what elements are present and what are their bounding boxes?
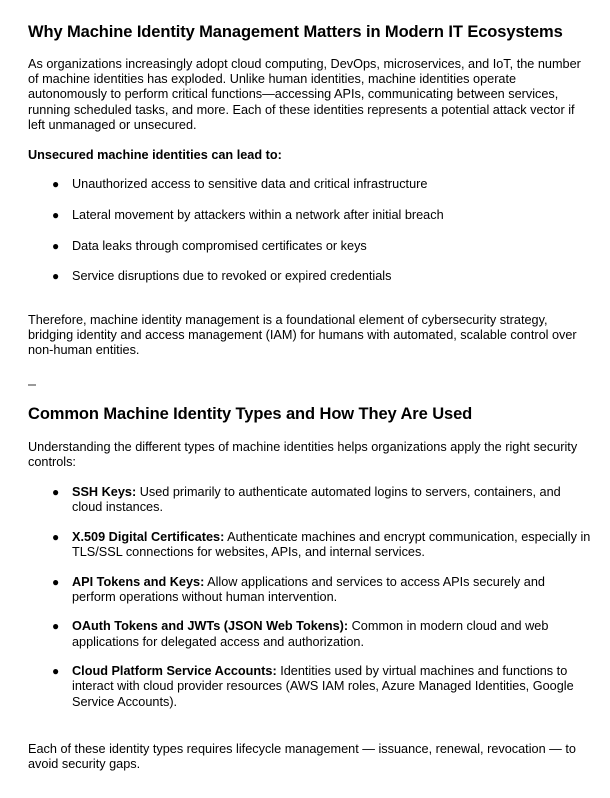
bullet-icon: ● bbox=[52, 207, 60, 222]
type-term: SSH Keys: bbox=[72, 485, 137, 499]
list-item: ● Lateral movement by attackers within a network after initial breach bbox=[52, 207, 444, 222]
bullet-icon: ● bbox=[52, 485, 60, 499]
type-term: X.509 Digital Certificates: bbox=[72, 529, 225, 544]
bullet-icon: ● bbox=[52, 529, 60, 544]
list-item: ● Unauthorized access to sensitive data and critical infrastructure bbox=[52, 177, 428, 191]
type-term: API Tokens and Keys: bbox=[72, 574, 205, 589]
section2-heading: Common Machine Identity Types and How They Are Used bbox=[28, 405, 473, 423]
type-desc: Allow applications and services to access APIs securely and perform operations without human intervention. bbox=[72, 574, 545, 604]
list-item bbox=[52, 485, 592, 515]
type-desc: Common in modern cloud and web applications for delegated access and authorization. bbox=[72, 619, 549, 649]
section2-intro: Understanding the different types of machine identities helps organizations apply the right security controls: bbox=[28, 440, 578, 470]
list-item bbox=[52, 664, 592, 710]
list-item: ● Service disruptions due to revoked or expired credentials bbox=[52, 269, 392, 284]
list-item bbox=[52, 619, 592, 649]
type-desc: Identities used by virtual machines and functions to interact with cloud provider resources (AWS IAM roles, Azure Managed Identities, Google Service Accounts). bbox=[72, 664, 574, 709]
identity-types-list bbox=[52, 485, 592, 724]
list-item: ● Data leaks through compromised certificates or keys bbox=[52, 238, 367, 253]
section1-heading: Why Machine Identity Management Matters in Modern IT Ecosystems bbox=[28, 23, 563, 41]
risks-label: Unsecured machine identities can lead to: bbox=[28, 148, 282, 162]
type-desc: Authenticate machines and encrypt communication, especially in TLS/SSL connections for websites, APIs, and internal services. bbox=[72, 529, 591, 559]
list-item bbox=[52, 529, 592, 560]
section-separator bbox=[28, 384, 36, 386]
section2-conclusion: Each of these identity types requires lifecycle management — issuance, renewal, revocation — to avoid security gaps. bbox=[28, 742, 576, 772]
bullet-icon: ● bbox=[52, 664, 60, 679]
section1-intro: As organizations increasingly adopt cloud computing, DevOps, microservices, and IoT, the number of machine identities has exploded. Unlike human identities, machine identities operate autonomously to perform critical functions—accessing APIs, communicating between services, running scheduled tasks, and more. Each of these identities represents a potential attack vector if left unmanaged or unsecured. bbox=[28, 57, 581, 132]
bullet-icon: ● bbox=[52, 619, 60, 634]
type-term: Cloud Platform Service Accounts: bbox=[72, 664, 277, 679]
bullet-icon: ● bbox=[52, 269, 60, 284]
type-term: OAuth Tokens and JWTs (JSON Web Tokens): bbox=[72, 619, 349, 634]
list-item bbox=[52, 574, 592, 605]
type-desc: Used primarily to authenticate automated logins to servers, containers, and cloud instances. bbox=[72, 485, 561, 515]
section1-conclusion: Therefore, machine identity management is a foundational element of cybersecurity strategy, bridging identity and access management (IAM) for humans with automated, scalable control over non-human entities. bbox=[28, 313, 577, 358]
bullet-icon: ● bbox=[52, 177, 60, 191]
bullet-icon: ● bbox=[52, 238, 60, 253]
risks-list bbox=[52, 177, 592, 300]
bullet-icon: ● bbox=[52, 574, 60, 589]
